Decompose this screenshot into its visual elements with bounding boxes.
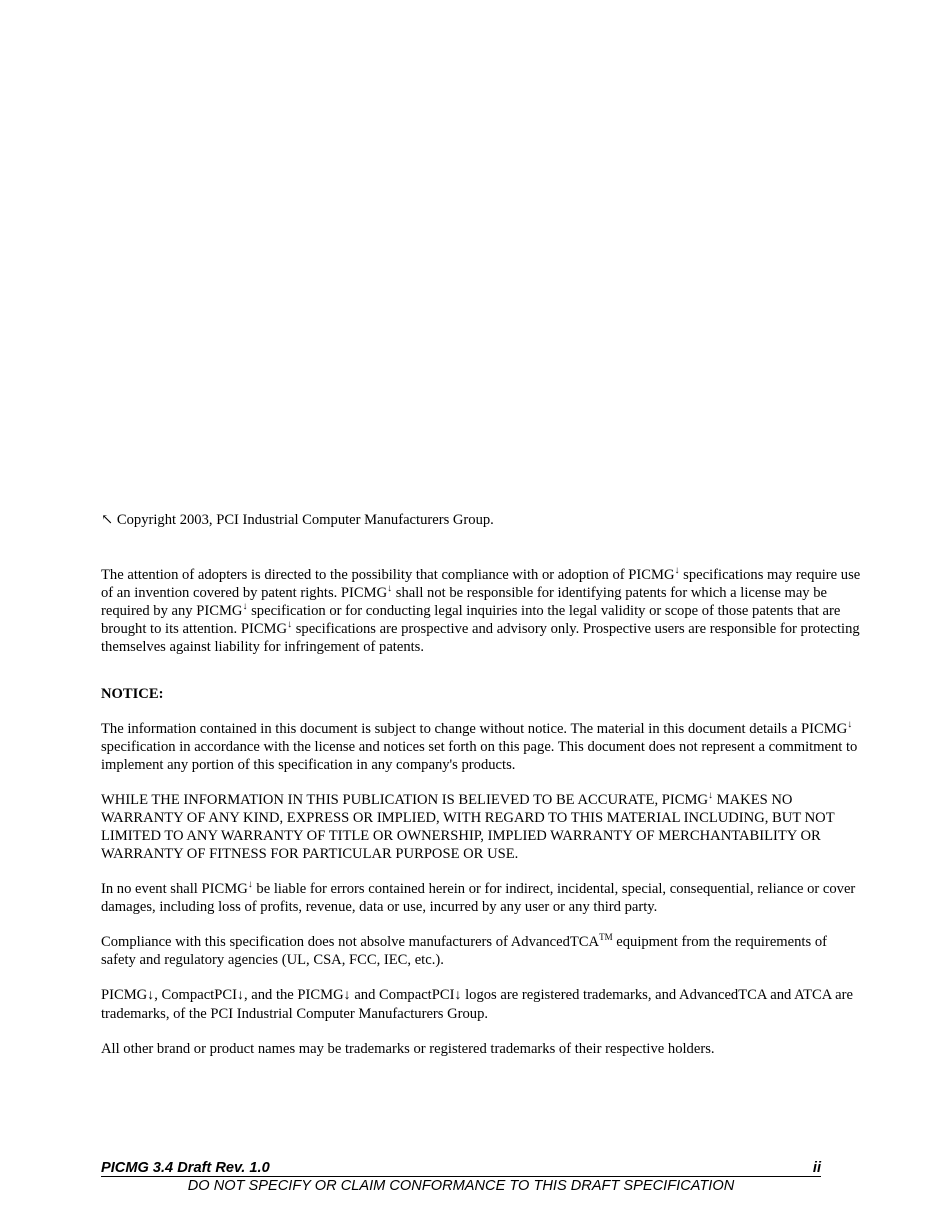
trademarks-paragraph: PICMG↓, CompactPCI↓, and the PICMG↓ and CompactPCI↓ logos are registered trademarks, and AdvancedTCA and ATCA are trademarks, of the PCI Industrial Computer Manufacturers Group. <box>101 987 853 1022</box>
footer-header-line <box>101 1160 821 1177</box>
page-number: ii <box>812 1160 821 1176</box>
footer-document-title: PICMG 3.4 Draft Rev. 1.0 <box>101 1160 270 1176</box>
information-paragraph: The information contained in this document is subject to change without notice. The material in this document details a PICMG↓ specification in accordance with the license and notices set forth on this page. This document does not represent a commitment to implement any portion of this specification in any company's products. <box>101 719 858 773</box>
registered-mark-icon: ↓ <box>247 879 253 891</box>
liability-paragraph: In no event shall PICMG↓ be liable for errors contained herein or for indirect, incidental, special, consequential, reliance or cover damages, including loss of profits, revenue, data or use, incurred by any user or any third party. <box>101 879 856 915</box>
copyright-text: Copyright 2003, PCI Industrial Computer Manufacturers Group. <box>113 512 494 528</box>
copyright-icon: ↖ <box>101 512 114 528</box>
registered-mark-icon: ↓ <box>847 719 853 731</box>
registered-mark-icon: ↓ <box>387 583 393 595</box>
registered-mark-icon: ↓ <box>454 988 462 1003</box>
registered-mark-icon: ↓ <box>343 988 351 1003</box>
trademark-mark: TM <box>599 932 613 943</box>
registered-mark-icon: ↓ <box>242 601 248 613</box>
notice-heading: NOTICE: <box>101 686 164 702</box>
patent-paragraph: The attention of adopters is directed to the possibility that compliance with or adoption of PICMG↓ specifications may require use of an invention covered by patent rights. PICMG↓ shall not be responsible for identifying patents for which a license may be required by any PICMG↓ specification or for conducting legal inquiries into the legal validity or scope of those patents that are brought to its attention. PICMG↓ specifications are prospective and advisory only. Prospective users are responsible for protecting themselves against liability for infringement of patents. <box>101 565 861 655</box>
other-brands-paragraph: All other brand or product names may be trademarks or registered trademarks of their respective holders. <box>101 1041 715 1057</box>
compliance-paragraph: Compliance with this specification does not absolve manufacturers of AdvancedTCA™ equipment from the requirements of safety and regulatory agencies (UL, CSA, FCC, IEC, etc.). <box>101 932 827 968</box>
draft-disclaimer: DO NOT SPECIFY OR CLAIM CONFORMANCE TO THIS DRAFT SPECIFICATION <box>187 1178 735 1194</box>
page-footer <box>101 1160 821 1195</box>
registered-mark-icon: ↓ <box>287 619 293 631</box>
registered-mark-icon: ↓ <box>674 565 680 577</box>
copyright-notice <box>101 511 861 529</box>
registered-mark-icon: ↓ <box>236 988 244 1003</box>
document-body <box>101 511 861 1075</box>
registered-mark-icon: ↓ <box>708 790 713 802</box>
warranty-paragraph: WHILE THE INFORMATION IN THIS PUBLICATION IS BELIEVED TO BE ACCURATE, PICMG↓ MAKES NO WARRANTY OF ANY KIND, EXPRESS OR IMPLIED, WITH REGARD TO THIS MATERIAL INCLUDING, BUT NOT LIMITED TO ANY WARRANTY OF TITLE OR OWNERSHIP, IMPLIED WARRANTY OF MERCHANTABILITY OR WARRANTY OF FITNESS FOR PARTICULAR PURPOSE OR USE. <box>101 790 835 862</box>
registered-mark-icon: ↓ <box>147 988 155 1003</box>
